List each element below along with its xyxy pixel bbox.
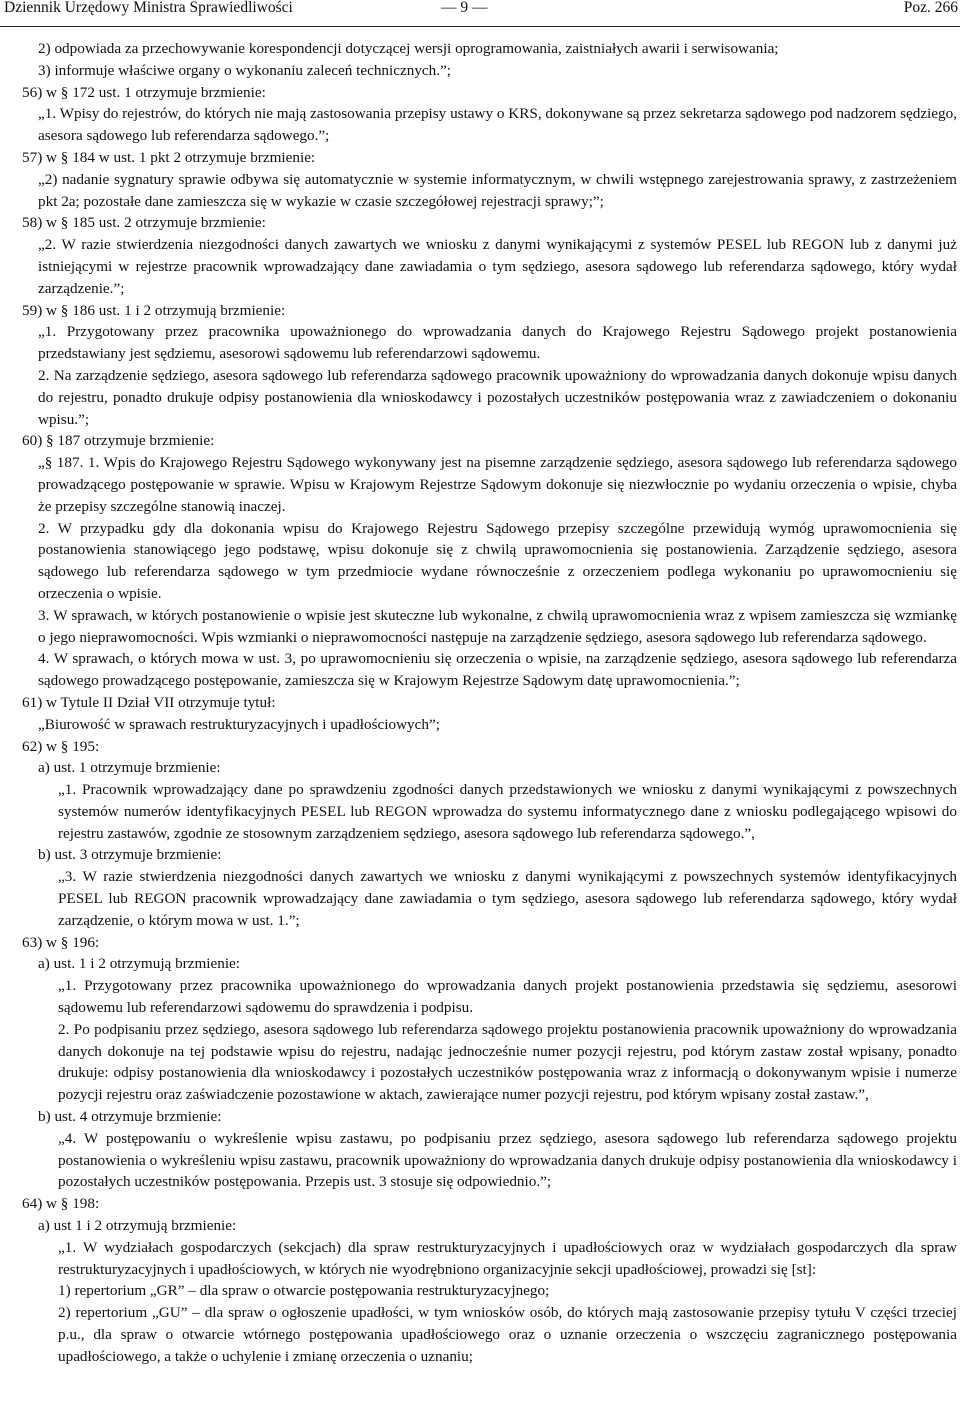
paragraph: „3. W razie stwierdzenia niezgodności danych zawartych we wniosku z danymi wynikającymi z powszechnych systemów identyfikacyjnych PESEL lub REGON pracownik wprowadzający dane zawiadamia o tym sędziego, asesora sądowego lub referendarza sądowego, który wydał zarządzenie, o którym mowa w ust. 1.”; — [58, 868, 957, 929]
paragraph: 62) w § 195: — [22, 737, 100, 755]
paragraph: 60) § 187 otrzymuje brzmienie: — [22, 432, 215, 450]
paragraph: „§ 187. 1. Wpis do Krajowego Rejestru Sądowego wykonywany jest na pisemne zarządzenie sędziego, asesora sądowego lub referendarza sądowego prowadzącego postępowanie w sprawie. Wpisu w Krajowym Rejestrze Sądowym dokonuje się niezwłocznie po wydaniu orzeczenia o wpisie, chyba że przepisy szczególne stanowią inaczej. — [38, 454, 957, 515]
paragraph: b) ust. 4 otrzymuje brzmienie: — [38, 1108, 222, 1126]
paragraph: „1. Wpisy do rejestrów, do których nie mają zastosowania przepisy ustawy o KRS, dokonywane są przez sekretarza sądowego pod nadzorem sędziego, asesora sądowego lub referendarza sądowego.”; — [38, 105, 957, 145]
paragraph: 2. Po podpisaniu przez sędziego, asesora sądowego lub referendarza sądowego projektu postanowienia pracownik upoważniony do wprowadzania danych dokonuje na tej podstawie wpisu do rejestru, nadając jednocześnie numer pozycji rejestru, pod którym zastaw został wpisany, ponadto drukuje: odpisy postanowienia dla wnioskodawcy i pozostałych uczestników postępowania wraz z informacją o dokonywanym wpisie i numerze pozycji rejestru oraz zaświadczenie pozostawione w aktach, zawierające numer pozycji rejestru, pod którym wpisany został zastaw.”, — [58, 1020, 957, 1104]
paragraph: 4. W sprawach, o których mowa w ust. 3, po uprawomocnieniu się orzeczenia o wpisie, na zarządzenie sędziego, asesora sądowego lub referendarza sądowego prowadzącego postępowanie, zamieszcza się w Krajowym Rejestrze Sądowym datę uprawomocnienia.”; — [38, 650, 957, 690]
paragraph: „1. Pracownik wprowadzający dane po sprawdzeniu zgodności danych przedstawionych we wniosku z danymi wynikającymi z powszechnych systemów numerów identyfikacyjnych PESEL lub REGON wprowadza do systemu informatycznego dane z wniosku podlegającego wpisowi do rejestru zastawów, zgodnie ze stosownym zarządzeniem sędziego, asesora sądowego lub referendarza sądowego.”, — [58, 781, 957, 842]
paragraph: 61) w Tytule II Dział VII otrzymuje tytuł: — [22, 693, 276, 711]
paragraph: a) ust 1 i 2 otrzymują brzmienie: — [38, 1217, 237, 1235]
paragraph: 63) w § 196: — [22, 933, 100, 951]
paragraph: „2) nadanie sygnatury sprawie odbywa się automatycznie w systemie informatycznym, w chwili wstępnego zarejestrowania sprawy, z zastrzeżeniem pkt 2a; pozostałe dane zamieszcza się w wykazie w czasie szczegółowej rejestracji sprawy;”; — [38, 170, 957, 210]
paragraph: 2. Na zarządzenie sędziego, asesora sądowego lub referendarza sądowego pracownik upoważniony do wprowadzania danych dokonuje wpisu danych do rejestru, ponadto drukuje odpisy postanowienia dla wnioskodawcy i pozostałych uczestników postępowania wraz z zawiadczeniem o dokonaniu wpisu.”; — [38, 366, 957, 428]
paragraph: 2. W przypadku gdy dla dokonania wpisu do Krajowego Rejestru Sądowego przepisy szczególne przewidują wymóg uprawomocnienia się postanowienia stanowiącego jego podstawę, wpisu dokonuje się z chwilą uprawomocnienia się postanowienia. Zarządzenie sędziego, asesora sądowego lub referendarza sądowego w tym przedmiocie wydane równocześnie z orzeczeniem podlega wykonaniu po uprawomocnieniu się orzeczenia o wpisie. — [38, 519, 957, 602]
paragraph: 59) w § 186 ust. 1 i 2 otrzymują brzmienie: — [22, 301, 286, 319]
paragraph: b) ust. 3 otrzymuje brzmienie: — [38, 846, 222, 864]
paragraph: 64) w § 198: — [22, 1195, 100, 1213]
paragraph: „1. Przygotowany przez pracownika upoważnionego do wprowadzania danych projekt postanowienia przedstawia się sędziemu, asesorowi sądowemu lub referendarzowi sądowemu do sprawdzenia i podpisu. — [58, 977, 957, 1017]
paragraph: 3) informuje właściwe organy o wykonaniu zaleceń technicznych.”; — [38, 61, 451, 79]
paragraph: 2) odpowiada za przechowywanie korespondencji dotyczącej wersji oprogramowania, zaistniałych awarii i serwisowania; — [38, 40, 779, 57]
journal-title: Dziennik Urzędowy Ministra Sprawiedliwości — [4, 0, 293, 16]
page-header — [0, 0, 960, 27]
paragraph: „Biurowość w sprawach restrukturyzacyjnych i upadłościowych”; — [38, 715, 440, 733]
paragraph: 3. W sprawach, w których postanowienie o wpisie jest skuteczne lub wykonalne, z chwilą uprawomocnienia wraz z wpisem zamieszcza się wzmiankę o jego nieprawomocności. Wpis wzmianki o nieprawomocności następuje na zarządzenie sędziego, asesora sądowego lub referendarza sądowego. — [38, 606, 957, 646]
paragraph: 2) repertorium „GU” – dla spraw o ogłoszenie upadłości, w tym wniosków osób, do których mają zastosowanie przepisy tytułu V części trzeciej p.u., dla spraw o otwarcie wtórnego postępowania upadłościowego oraz o uznanie orzeczenia o wszczęciu zagranicznego postępowania upadłościowego, a także o uchylenie i zmianę orzeczenia o uznaniu; — [58, 1304, 957, 1365]
paragraph: a) ust. 1 i 2 otrzymują brzmienie: — [38, 955, 241, 973]
paragraph: „1. W wydziałach gospodarczych (sekcjach) dla spraw restrukturyzacyjnych i upadłościowych oraz w wydziałach gospodarczych dla spraw restrukturyzacyjnych i upadłościowych, w których nie wyodrębniono organizacyjnie sekcji upadłościowej, prowadzi się [st]: — [58, 1238, 957, 1278]
position-number: Poz. 266 — [903, 0, 958, 16]
document-body — [22, 38, 957, 1368]
paragraph: 58) w § 185 ust. 2 otrzymuje brzmienie: — [22, 214, 266, 232]
paragraph: 1) repertorium „GR” – dla spraw o otwarcie postępowania restrukturyzacyjnego; — [58, 1282, 550, 1300]
paragraph: „4. W postępowaniu o wykreślenie wpisu zastawu, po podpisaniu przez sędziego, asesora sądowego lub referendarza sądowego projektu postanowienia o wykreśleniu wpisu zastawu, pracownik upoważniony do wprowadzania danych drukuje odpisy postanowienia dla wnioskodawcy i pozostałych uczestników postępowania. Przepis ust. 3 stosuje się odpowiednio.”; — [58, 1129, 957, 1191]
paragraph: „2. W razie stwierdzenia niezgodności danych zawartych we wniosku z danymi wynikającymi z systemów PESEL lub REGON lub z danymi już istniejącymi w rejestrze pracownik wprowadzający dane zawiadamia o tym sędziego, asesora sądowego lub referendarza sądowego, który wydał zarządzenie.”; — [38, 236, 957, 297]
paragraph: 56) w § 172 ust. 1 otrzymuje brzmienie: — [22, 83, 266, 101]
paragraph: 57) w § 184 w ust. 1 pkt 2 otrzymuje brzmienie: — [22, 148, 316, 166]
paragraph: „1. Przygotowany przez pracownika upoważnionego do wprowadzania danych do Krajowego Rejestru Sądowego projekt postanowienia przedstawiany jest sędziemu, asesorowi sądowemu lub referendarzowi sądowemu. — [38, 323, 957, 363]
paragraph: a) ust. 1 otrzymuje brzmienie: — [38, 759, 221, 777]
page-number: — 9 — — [441, 0, 488, 16]
